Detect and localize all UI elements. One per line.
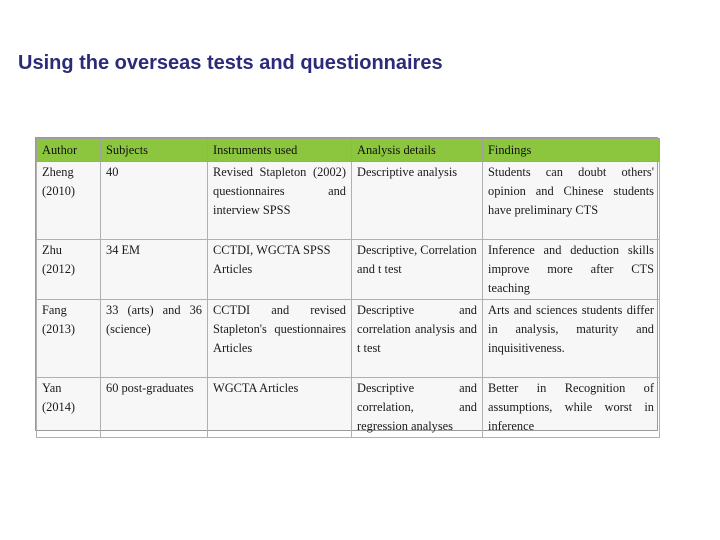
cell-instruments: WGCTA Articles bbox=[208, 378, 352, 438]
table-row bbox=[37, 162, 660, 240]
cell-subjects: 34 EM bbox=[101, 240, 208, 300]
cell-author: Zheng (2010) bbox=[37, 162, 101, 240]
cell-analysis: Descriptive and correlation analysis and t test bbox=[352, 300, 483, 378]
header-instruments: Instruments used bbox=[208, 139, 352, 162]
cell-instruments: CCTDI and revised Stapleton's questionnaires Articles bbox=[208, 300, 352, 378]
table-row bbox=[37, 378, 660, 438]
cell-author: Zhu (2012) bbox=[37, 240, 101, 300]
header-analysis: Analysis details bbox=[352, 139, 483, 162]
cell-subjects: 60 post-graduates bbox=[101, 378, 208, 438]
header-subjects: Subjects bbox=[101, 139, 208, 162]
studies-table bbox=[36, 138, 660, 438]
cell-author: Yan (2014) bbox=[37, 378, 101, 438]
cell-instruments: CCTDI, WGCTA SPSS Articles bbox=[208, 240, 352, 300]
studies-table-container bbox=[35, 137, 658, 431]
table-row bbox=[37, 240, 660, 300]
table-row bbox=[37, 300, 660, 378]
cell-findings: Students can doubt others' opinion and Chinese students have preliminary CTS bbox=[483, 162, 660, 240]
cell-findings: Inference and deduction skills improve more after CTS teaching bbox=[483, 240, 660, 300]
table-header-row bbox=[37, 139, 660, 162]
cell-analysis: Descriptive, Correlation and t test bbox=[352, 240, 483, 300]
slide-title: Using the overseas tests and questionnaires bbox=[18, 52, 443, 74]
cell-subjects: 40 bbox=[101, 162, 208, 240]
cell-analysis: Descriptive analysis bbox=[352, 162, 483, 240]
cell-analysis: Descriptive and correlation, and regression analyses bbox=[352, 378, 483, 438]
cell-instruments: Revised Stapleton (2002) questionnaires and interview SPSS bbox=[208, 162, 352, 240]
header-author: Author bbox=[37, 139, 101, 162]
cell-subjects: 33 (arts) and 36 (science) bbox=[101, 300, 208, 378]
header-findings: Findings bbox=[483, 139, 660, 162]
cell-author: Fang (2013) bbox=[37, 300, 101, 378]
cell-findings: Better in Recognition of assumptions, while worst in inference bbox=[483, 378, 660, 438]
cell-findings: Arts and sciences students differ in analysis, maturity and inquisitiveness. bbox=[483, 300, 660, 378]
